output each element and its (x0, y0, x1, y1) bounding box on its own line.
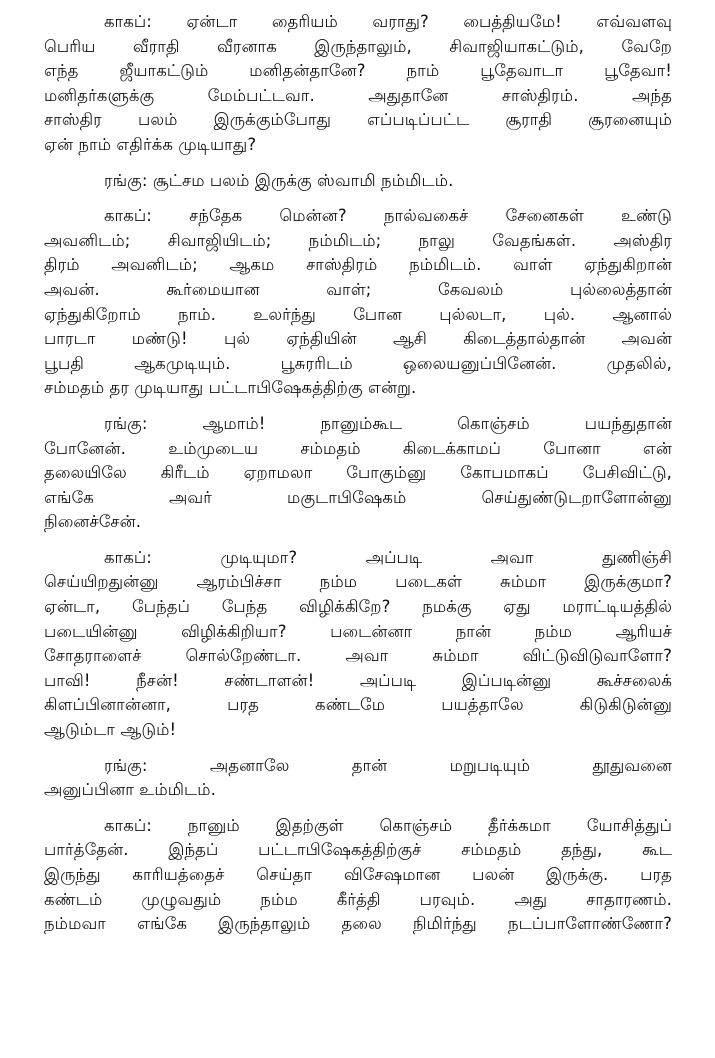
text-line: படையின்னு விழிக்கிறியா? படைன்னா நான் நம்ம ஆரியச் (44, 621, 672, 641)
text-line: பாரடா மண்டு! புல் ஏந்தியின் ஆசி கிடைத்தால்தான் அவன் (44, 329, 672, 349)
dialogue-paragraph-rangu-1 (44, 169, 672, 194)
text-line: நினைச்சேன். (44, 512, 142, 532)
dialogue-paragraph-kakap-3 (44, 546, 672, 743)
text-line: ரங்கு: அதனாலே தான் மறுபடியும் தூதுவனை (104, 755, 672, 775)
text-line: அவனிடம்; சிவாஜியிடம்; நம்மிடம்; நாலு வேதங்கள். அஸ்திர (44, 230, 672, 250)
dialogue-paragraph-rangu-2 (44, 412, 672, 535)
text-line: எங்கே அவர் மகுடாபிஷேகம் செய்துண்டுடறாளோன்னு (44, 487, 672, 507)
text-line: காகப்: ஏன்டா தைரியம் வராது? பைத்தியமே! எவ்வளவு (104, 12, 672, 31)
text-line: சாஸ்திர பலம் இருக்கும்போது எப்படிப்பட்ட சூராதி சூரனையும் (44, 110, 672, 130)
text-line: எந்த ஜீயாகட்டும் மனிதன்தானே? நாம் பூதேவாடா பூதேவா! (44, 61, 672, 81)
text-line: பெரிய வீராதி வீரனாக இருந்தாலும், சிவாஜியாகட்டும், வேறே (44, 36, 672, 56)
text-line: பார்த்தேன். இந்தப் பட்டாபிஷேகத்திற்குச் சம்மதம் தந்து, கூட (44, 840, 672, 860)
dialogue-paragraph-kakap-4 (44, 814, 672, 937)
text-line: ஆடும்டா ஆடும்! (44, 720, 177, 740)
play-dialogue-text (44, 10, 672, 948)
text-line: மனிதர்களுக்கு மேம்பட்டவா. அதுதானே சாஸ்திரம். அந்த (44, 85, 672, 105)
dialogue-paragraph-kakap-1 (44, 10, 672, 158)
text-line: போனேன். உம்முடைய சம்மதம் கிடைக்காமப் போனா என் (44, 438, 672, 458)
text-line: ரங்கு: சூட்சம பலம் இருக்கு ஸ்வாமி நம்மிடம். (104, 170, 454, 190)
text-line: அனுப்பினா உம்மிடம். (44, 780, 217, 800)
text-line: செய்யிறதுன்னு ஆரம்பிச்சா நம்ம படைகள் சும்மா இருக்குமா? (44, 572, 672, 592)
text-line: பூபதி ஆகமுடியும். பூசுரரிடம் ஒலையனுப்பினேன். முதலில், (44, 353, 672, 373)
text-line: பாவி! நீசன்! சண்டாளன்! அப்படி இப்படின்னு கூச்சலைக் (44, 670, 672, 690)
text-line: நம்மவா எங்கே இருந்தாலும் தலை நிமிர்ந்து நடப்பாளோண்ணோ? (44, 914, 672, 934)
text-line: காகப்: சந்தேக மென்ன? நால்வகைச் சேனைகள் உண்டு (104, 206, 672, 226)
text-line: தலையிலே கிரீடம் ஏறாமலா போகும்னு கோபமாகப் பேசிவிட்டு, (44, 463, 672, 483)
text-line: கண்டம் முழுவதும் நம்ம கீர்த்தி பரவும். அது சாதாரணம். (44, 889, 672, 909)
text-line: ரங்கு: ஆமாம்! நானும்கூட கொஞ்சம் பயந்துதான் (104, 413, 672, 433)
text-line: கிளப்பினான்னா, பரத கண்டமே பயத்தாலே கிடுகிடுன்னு (44, 695, 672, 715)
text-line: ஏன்டா, பேந்தப் பேந்த விழிக்கிறே? நமக்கு ஏது மராட்டியத்தில் (44, 597, 672, 617)
text-line: ஏன் நாம் எதிர்க்க முடியாது? (44, 134, 257, 154)
text-line: சோதராளைச் சொல்றேண்டா. அவா சும்மா விட்டுவிடுவாளோ? (44, 646, 672, 666)
text-line: இருந்து காரியத்தைச் செய்தா விசேஷமான பலன் இருக்கு. பரத (44, 865, 672, 884)
text-line: ஏந்துகிறோம் நாம். உலர்ந்து போன புல்லடா, புல். ஆனால் (44, 304, 672, 324)
text-line: காகப்: முடியுமா? அப்படி அவா துணிஞ்சி (104, 547, 672, 567)
text-line: அவன். கூர்மையான வாள்; கேவலம் புல்லைத்தான் (44, 279, 672, 299)
dialogue-paragraph-kakap-2 (44, 204, 672, 401)
text-line: காகப்: நானும் இதற்குள் கொஞ்சம் தீர்க்கமா யோசித்துப் (104, 815, 672, 835)
dialogue-paragraph-rangu-3 (44, 754, 672, 803)
text-line: சம்மதம் தர முடியாது பட்டாபிஷேகத்திற்கு என்று. (44, 378, 417, 398)
text-line: திரம் அவனிடம்; ஆகம சாஸ்திரம் நம்மிடம். வாள் ஏந்துகிறான் (44, 255, 672, 275)
